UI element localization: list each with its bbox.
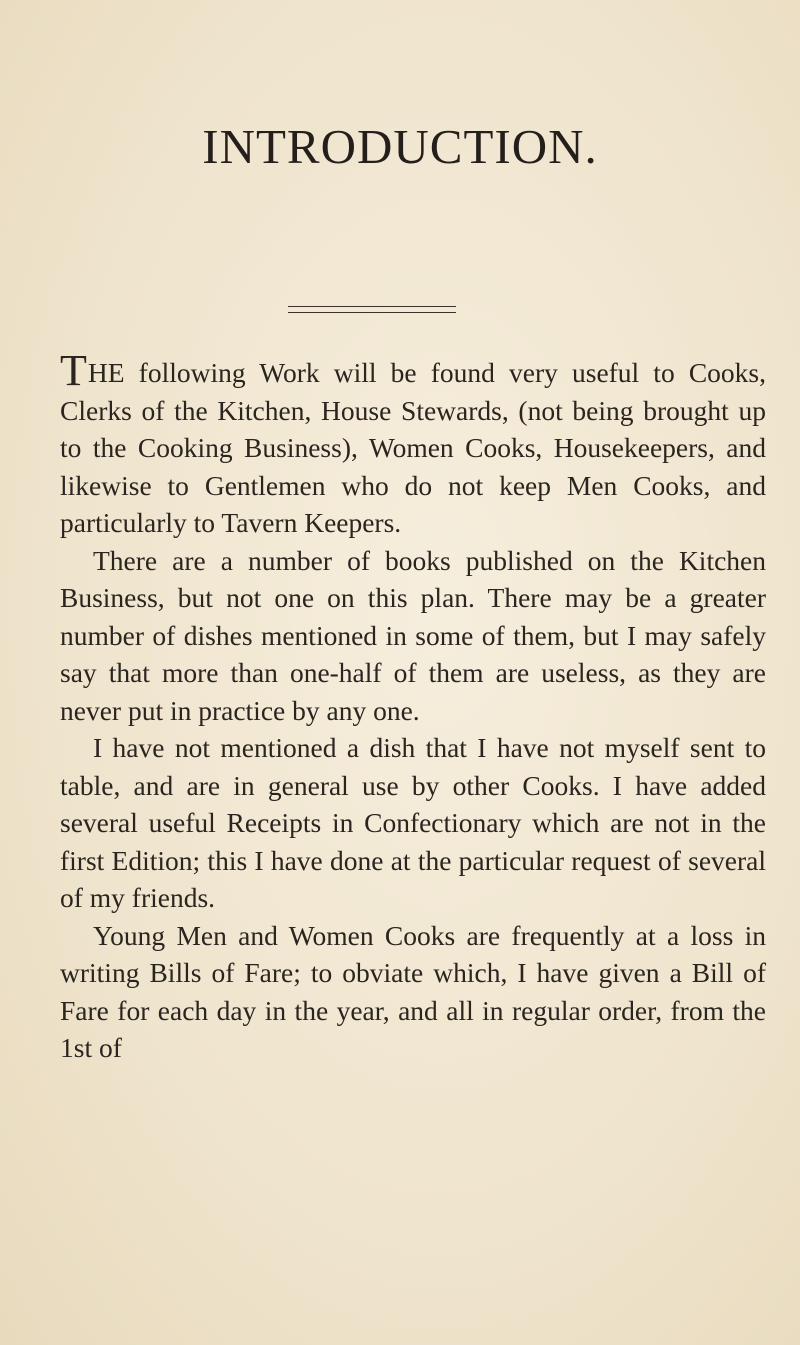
initial-word-rest: HE bbox=[87, 357, 125, 388]
initial-letter: T bbox=[60, 346, 87, 395]
paragraph-3: I have not mentioned a dish that I have not myself sent to table, and are in general use by other Cooks. I have added several useful Receipts in Confectionary which are not in the first Edition; this I have done at the particular request of several of my friends. bbox=[60, 732, 766, 913]
paragraph-2: There are a number of books published on the Kitchen Business, but not one on this plan. There may be a greater number of dishes mentioned in some of them, but I may safely say that more than one-half of them are useless, as they are never put in practice by any one. bbox=[60, 544, 766, 726]
paragraph-1 bbox=[60, 346, 766, 542]
ornamental-rule-top bbox=[288, 306, 456, 307]
page-heading: INTRODUCTION. bbox=[202, 119, 598, 174]
ornamental-rule-bottom bbox=[288, 312, 456, 313]
paragraph-1-text: following Work will be found very useful to Cooks, Clerks of the Kitchen, House Stewards, (not being brought up to the Cooking Business), Women Cooks, Housekeepers, and likewise to Gentlemen who do not keep Men Cooks, and particularly to Tavern Keepers. bbox=[60, 357, 766, 538]
paragraph-4: Young Men and Women Cooks are frequently at a loss in writing Bills of Fare; to obviate which, I have given a Bill of Fare for each day in the year, and all in regular order, from the 1st of bbox=[60, 919, 766, 1063]
body-text bbox=[60, 346, 766, 1067]
